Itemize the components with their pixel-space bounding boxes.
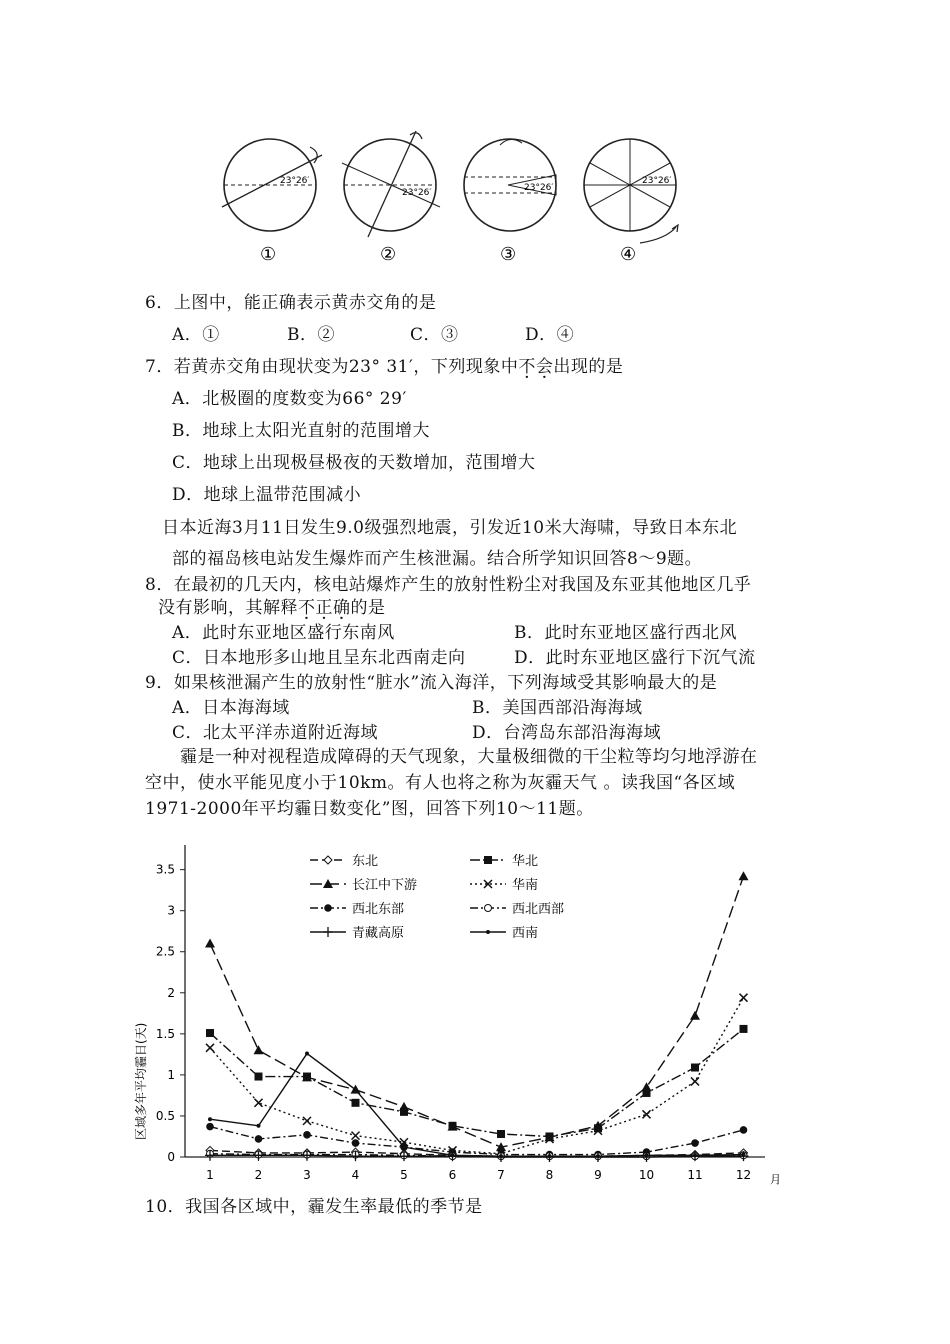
data-point <box>451 1153 455 1157</box>
x-axis-label: 月 <box>770 1173 781 1185</box>
angle-label: 23°26′ <box>642 176 672 186</box>
angle-label: 23°26′ <box>280 176 310 186</box>
legend-label: 西北东部 <box>352 902 405 917</box>
data-point <box>402 1145 406 1149</box>
data-point <box>739 871 749 880</box>
y-axis-label: 区域多年平均霾日(天) <box>134 1022 148 1140</box>
data-point <box>324 856 332 864</box>
data-point <box>208 1117 212 1121</box>
question-8-stem-1: 8．在最初的几天内，核电站爆炸产生的放射性粉尘对我国及东亚其他地区几乎 <box>145 575 752 595</box>
legend-label: 西南 <box>512 926 539 941</box>
emphasis-char: 不 <box>298 598 316 618</box>
data-point <box>303 1131 311 1139</box>
data-point <box>254 1045 264 1054</box>
emphasis-char: 会 <box>535 357 554 377</box>
y-tick-label: 3 <box>167 903 175 918</box>
y-tick-label: 0 <box>167 1150 175 1164</box>
q9-option-d: D．台湾岛东部沿海海域 <box>472 723 662 743</box>
passage-1-line-1: 日本近海3月11日发生9.0级强烈地震，引发近10米大海啸，导致日本东北 <box>162 518 738 538</box>
data-point <box>596 1154 600 1158</box>
data-point <box>257 1124 261 1128</box>
q9-option-b: B．美国西部沿海海域 <box>472 698 643 718</box>
legend-item <box>470 902 564 917</box>
series-line <box>205 871 749 1151</box>
q6-option-a: A．① <box>172 325 220 345</box>
data-point <box>643 1110 651 1118</box>
globe-diagram-3 <box>464 139 556 231</box>
data-point <box>352 1099 360 1107</box>
ecliptic-angle-figure <box>210 125 730 270</box>
q7-option-d: D．地球上温带范围减小 <box>172 485 362 505</box>
data-point <box>690 1011 700 1020</box>
x-tick-label: 7 <box>497 1168 505 1182</box>
q8-option-c: C．日本地形多山地且呈东北西南走向 <box>172 648 466 668</box>
data-point <box>740 1126 748 1134</box>
data-point <box>206 1123 214 1131</box>
angle-label: 23°26′ <box>402 188 432 198</box>
emphasis-char: 正 <box>315 598 333 618</box>
x-tick-label: 10 <box>638 1168 655 1182</box>
legend-item <box>310 902 404 917</box>
data-point <box>206 1044 214 1052</box>
x-tick-label: 4 <box>351 1168 360 1182</box>
q7-option-c: C．地球上出现极昼极夜的天数增加，范围增大 <box>172 453 536 473</box>
y-tick-label: 2.5 <box>155 944 175 959</box>
x-tick-label: 1 <box>206 1168 214 1182</box>
series-path <box>210 1029 744 1137</box>
q6-option-c: C．③ <box>410 325 459 345</box>
emphasis-char: 确 <box>333 598 351 618</box>
legend-label: 长江中下游 <box>352 878 418 893</box>
chart-legend <box>310 853 564 941</box>
data-point <box>354 1088 358 1092</box>
x-tick-label: 12 <box>735 1168 752 1182</box>
q7-option-b: B．地球上太阳光直射的范围增大 <box>172 421 430 441</box>
data-point <box>548 1154 552 1158</box>
x-tick-label: 8 <box>545 1168 554 1182</box>
question-10-stem: 10．我国各区域中，霾发生率最低的季节是 <box>145 1197 483 1217</box>
q9-option-c: C．北太平洋赤道附近海域 <box>172 723 379 743</box>
legend-item <box>310 925 404 941</box>
data-point <box>742 1153 746 1157</box>
passage-2-line-1: 霾是一种对视程造成障碍的天气现象，大量极细微的干尘粒等均匀地浮游在 <box>180 747 758 767</box>
data-point <box>323 927 333 937</box>
data-point <box>740 1025 748 1033</box>
q6-option-d: D．④ <box>525 325 575 345</box>
data-point <box>255 1073 263 1081</box>
y-tick-label: 1 <box>167 1067 175 1082</box>
legend-item <box>470 853 538 869</box>
figure-label-3: ③ <box>500 244 517 265</box>
series-path <box>210 1054 744 1157</box>
data-point <box>399 1102 409 1111</box>
series-line <box>206 994 748 1158</box>
q8-option-a: A．此时东亚地区盛行东南风 <box>172 623 395 643</box>
globe-diagram-2 <box>342 131 440 237</box>
q8-option-b: B．此时东亚地区盛行西北风 <box>514 623 737 643</box>
legend-label: 东北 <box>352 854 379 869</box>
angle-label: 23°26′ <box>524 183 554 193</box>
q9-option-a: A．日本海海域 <box>172 698 290 718</box>
data-point <box>691 1077 699 1085</box>
q7-option-a: A．北极圈的度数变为66° 29′ <box>172 389 407 409</box>
question-6-stem: 6．上图中，能正确表示黄赤交角的是 <box>145 293 437 313</box>
data-point <box>693 1153 697 1157</box>
legend-label: 华南 <box>512 878 539 893</box>
data-point <box>206 1029 214 1037</box>
question-9-stem: 9．如果核泄漏产生的放射性“脏水”流入海洋，下列海域受其影响最大的是 <box>145 673 718 693</box>
data-point <box>255 1099 263 1107</box>
q6-option-b: B．② <box>287 325 335 345</box>
data-point <box>205 939 215 948</box>
data-point <box>691 1139 699 1147</box>
y-tick-label: 3.5 <box>155 862 175 877</box>
haze-days-line-chart <box>125 840 795 1185</box>
data-point <box>485 905 492 912</box>
legend-item <box>470 877 538 893</box>
y-tick-label: 1.5 <box>155 1026 175 1041</box>
question-7-stem: 7．若黄赤交角由现状变为23° 31′，下列现象中不会出现的是 <box>145 357 624 377</box>
legend-item <box>470 925 538 941</box>
data-point <box>303 1117 311 1125</box>
data-point <box>740 994 748 1002</box>
series-path <box>210 876 744 1147</box>
series-path <box>210 1127 744 1155</box>
legend-item <box>310 854 378 869</box>
y-tick-label: 2 <box>167 985 175 1000</box>
data-point <box>499 1154 503 1158</box>
x-tick-label: 9 <box>594 1168 602 1182</box>
figure-label-2: ② <box>380 244 397 265</box>
x-tick-label: 6 <box>448 1168 457 1182</box>
passage-2-line-2: 空中，使水平能见度小于10km。有人也将之称为灰霾天气 。读我国“各区域 <box>145 773 736 793</box>
data-point <box>691 1064 699 1072</box>
globe-diagram-1 <box>222 139 322 231</box>
legend-label: 西北西部 <box>512 902 565 917</box>
data-point <box>645 1153 649 1157</box>
globe-diagram-4 <box>584 139 678 243</box>
figure-label-4: ④ <box>620 244 637 265</box>
legend-label: 华北 <box>512 854 539 869</box>
legend-item <box>310 877 417 893</box>
y-tick-label: 0.5 <box>155 1108 175 1123</box>
emphasis-char: 不 <box>518 357 536 377</box>
legend-label: 青藏高原 <box>352 926 405 941</box>
passage-2-line-3: 1971-2000年平均霾日数变化”图，回答下列10～11题。 <box>145 799 594 819</box>
data-point <box>484 856 492 864</box>
data-point <box>324 904 332 912</box>
data-point <box>305 1052 309 1056</box>
x-tick-label: 5 <box>400 1168 408 1182</box>
data-point <box>486 930 490 934</box>
x-tick-label: 2 <box>254 1168 263 1182</box>
question-8-stem-2: 没有影响，其解释不正确的是 <box>158 598 386 618</box>
q8-option-d: D．此时东亚地区盛行下沉气流 <box>514 648 756 668</box>
figure-label-1: ① <box>260 244 277 265</box>
data-point <box>642 1082 652 1091</box>
data-point <box>255 1135 263 1143</box>
data-point <box>497 1130 505 1138</box>
series-line <box>208 1052 746 1159</box>
x-tick-label: 11 <box>687 1168 703 1182</box>
passage-1-line-2: 部的福岛核电站发生爆炸而产生核泄漏。结合所学知识回答8～9题。 <box>172 549 703 569</box>
data-point <box>352 1139 360 1147</box>
x-tick-label: 3 <box>303 1168 311 1182</box>
data-point <box>352 1132 360 1140</box>
